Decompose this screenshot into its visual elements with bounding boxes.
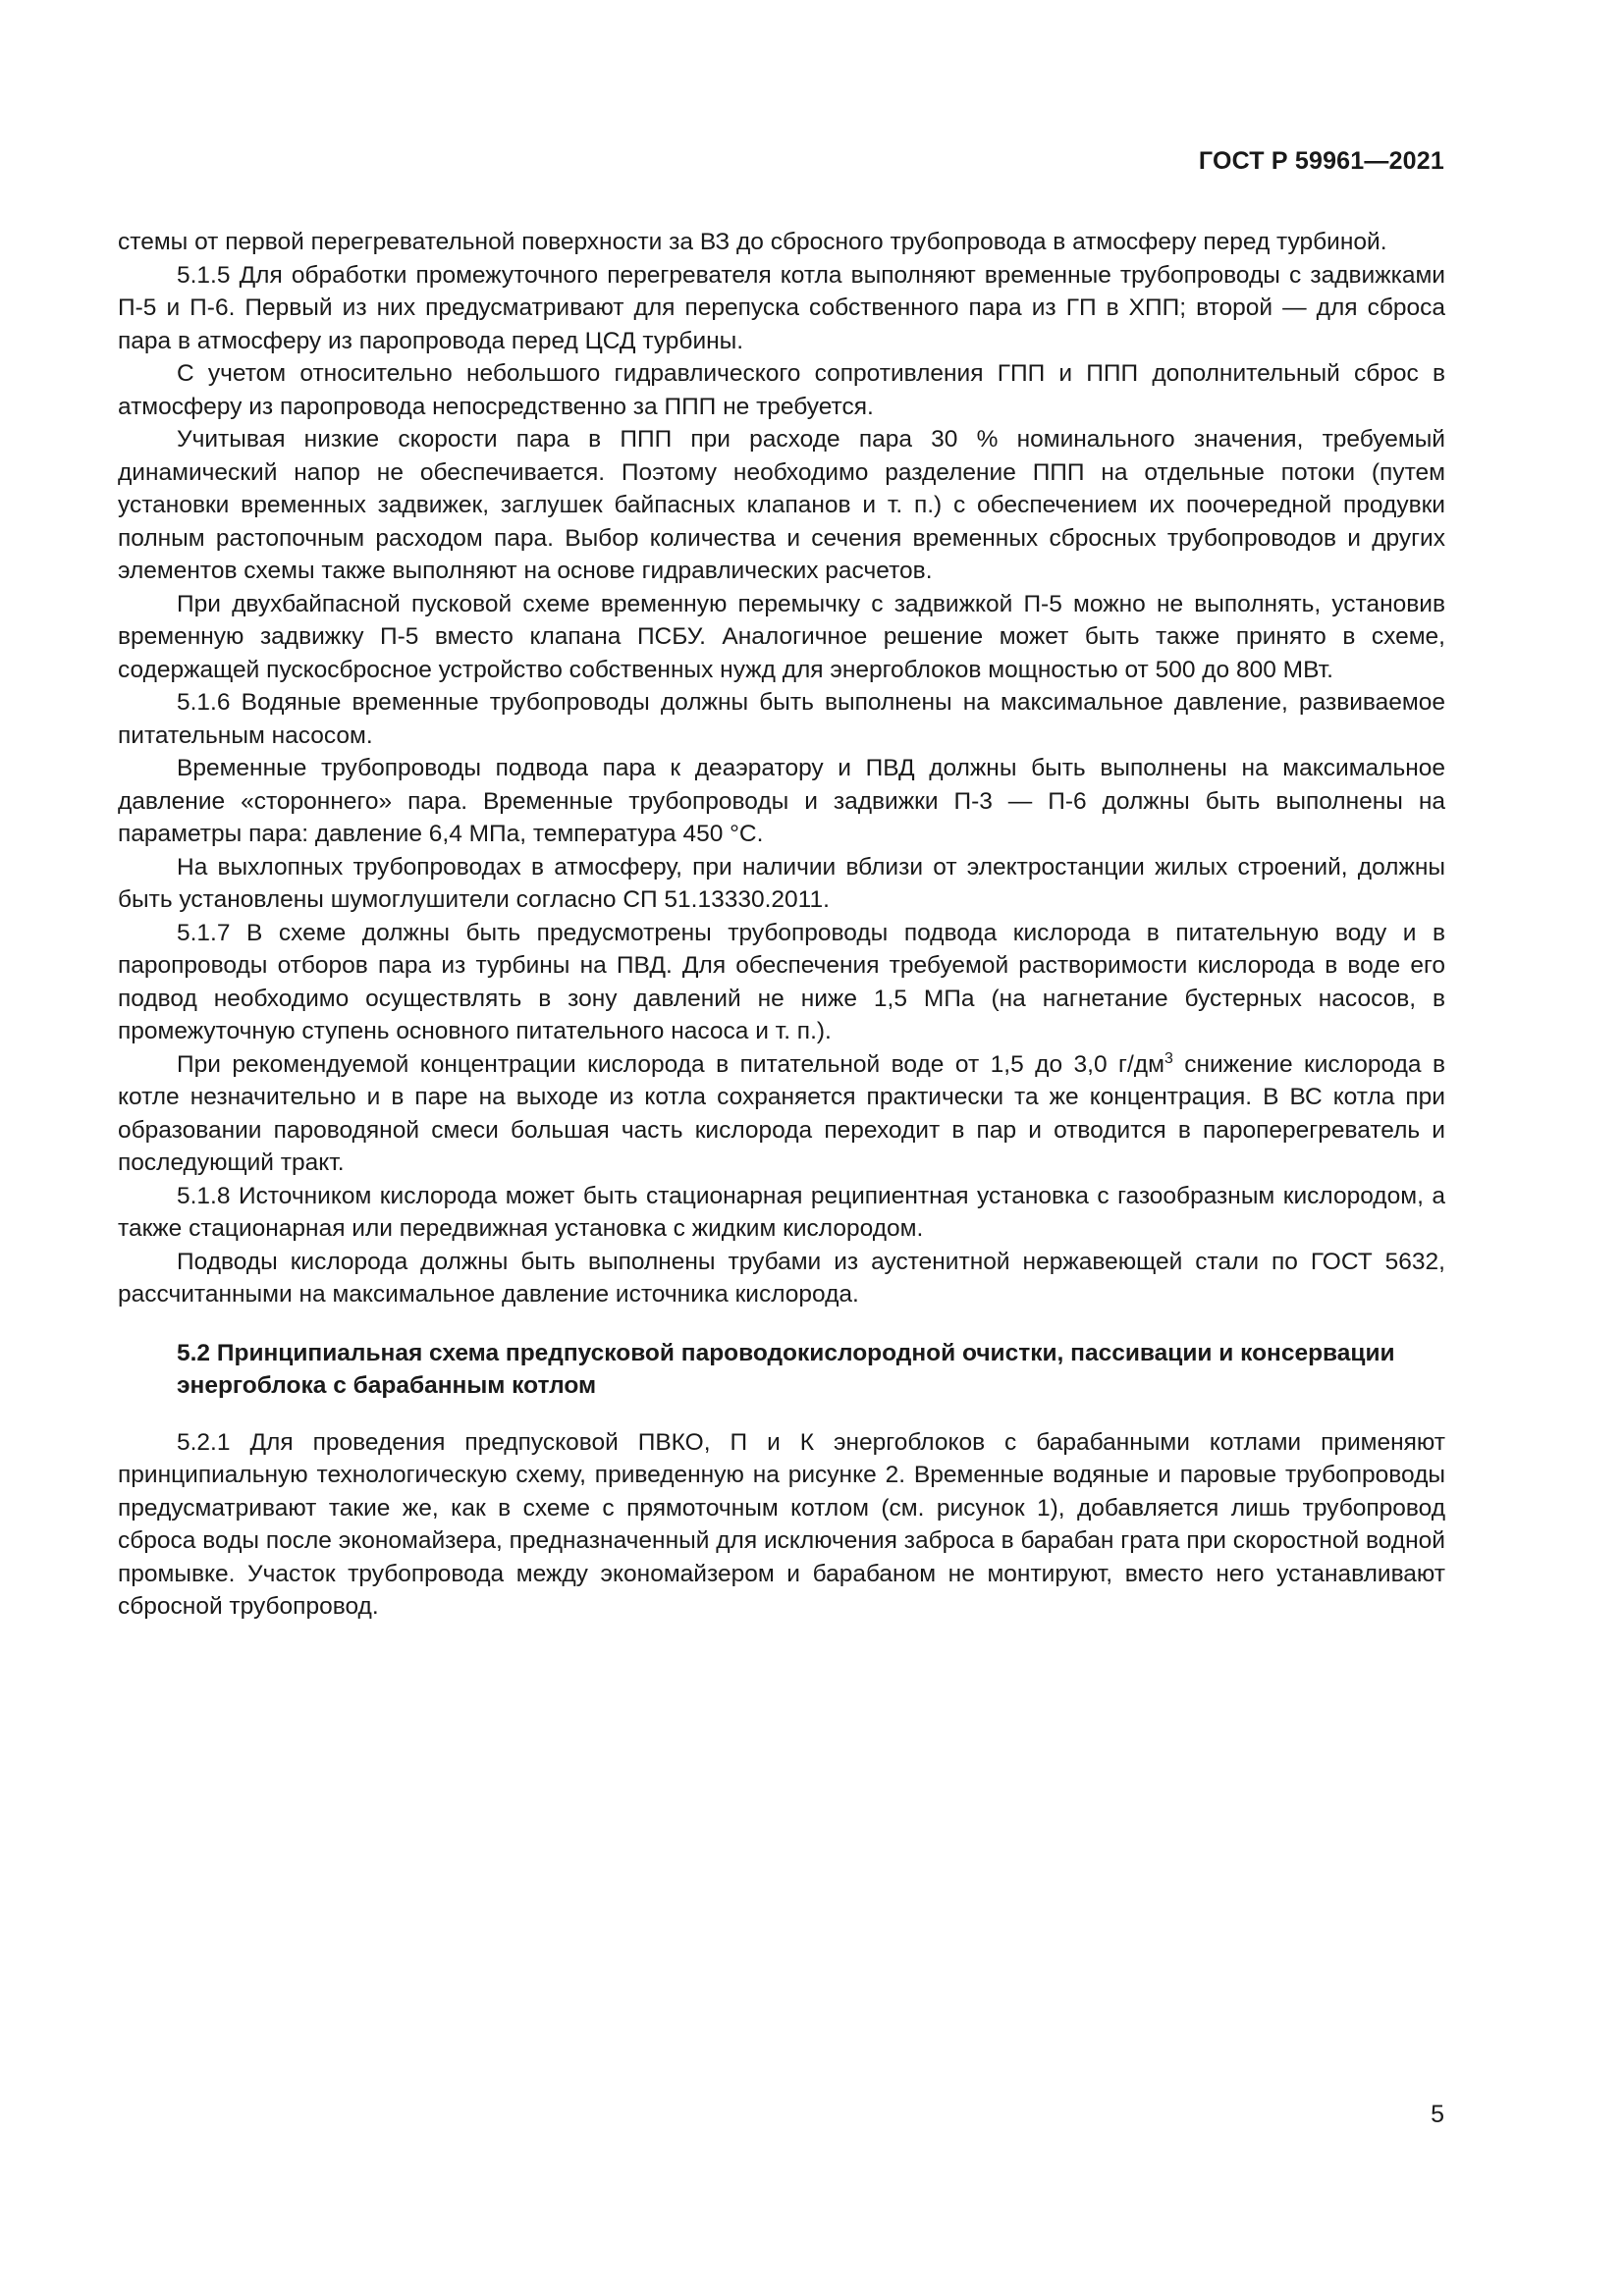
paragraph: Учитывая низкие скорости пара в ППП при расходе пара 30 % номинального значения, требуемый динамический напор не обеспечивается. Поэтому необходимо разделение ППП на отдельные потоки (путем установки временных задвижек, заглушек байпасных клапанов и т. п.) с обеспечением их поочередной продувки полным растопочным расходом пара. Выбор количества и сечения временных сбросных трубопроводов и других элементов схемы также выполняют на основе гидравлических расчетов. bbox=[118, 426, 1445, 584]
paragraph-5-1-5: 5.1.5 Для обработки промежуточного перегревателя котла выполняют временные трубопроводы с задвижками П-5 и П-6. Первый из них предусматривают для перепуска собственного пара из ГП в ХПП; второй — для сброса пара в атмосферу из паропровода перед ЦСД турбины. bbox=[118, 261, 1445, 354]
paragraph-5-1-7: 5.1.7 В схеме должны быть предусмотрены трубопроводы подвода кислорода в питательную воду и в паропроводы отборов пара из турбины на ПВД. Для обеспечения требуемой растворимости кислорода в воде его подвод необходимо осуществлять в зону давлений не ниже 1,5 МПа (на нагнетание бустерных насосов, в промежуточную ступень основного питательного насоса и т. п.). bbox=[118, 919, 1445, 1044]
paragraph-5-1-6: 5.1.6 Водяные временные трубопроводы должны быть выполнены на максимальное давление, развиваемое питательным насосом. bbox=[118, 689, 1445, 749]
section-title-5-2: 5.2 Принципиальная схема предпусковой пароводокислородной очистки, пассивации и консервации энергоблока с барабанным котлом bbox=[177, 1339, 1395, 1399]
paragraph: На выхлопных трубопроводах в атмосферу, при наличии вблизи от электростанции жилых строений, должны быть установлены шумоглушители согласно СП 51.13330.2011. bbox=[118, 853, 1445, 913]
paragraph-continuation: стемы от первой перегревательной поверхности за ВЗ до сбросного трубопровода в атмосферу перед турбиной. bbox=[118, 229, 1387, 255]
page-number: 5 bbox=[1431, 2101, 1444, 2128]
paragraph: При двухбайпасной пусковой схеме временную перемычку с задвижкой П-5 можно не выполнять, установив временную задвижку П-5 вместо клапана ПСБУ. Аналогичное решение может быть также принято в схеме, содержащей пускосбросное устройство собственных нужд для энергоблоков мощностью от 500 до 800 МВт. bbox=[118, 590, 1445, 683]
paragraph-5-2-1: 5.2.1 Для проведения предпусковой ПВКО, П и К энергоблоков с барабанными котлами применяют принципиальную технологическую схему, приведенную на рисунке 2. Временные водяные и паровые трубопроводы предусматривают такие же, как в схеме с прямоточным котлом (см. рисунок 1), добавляется лишь трубопровод сброса воды после экономайзера, предназначенный для исключения заброса в барабан грата при скоростной водной промывке. Участок трубопровода между экономайзером и барабаном не монтируют, вместо него устанавливают сбросной трубопровод. bbox=[118, 1428, 1445, 1620]
superscript-exponent: 3 bbox=[1164, 1049, 1173, 1067]
oxygen-text-after: снижение кислорода в котле незначительно и в паре на выходе из котла сохраняется практически та же концентрация. В ВС котла при образовании пароводяной смеси большая часть кислорода переходит в пар и отводится в пароперегреватель и последующий тракт. bbox=[118, 1050, 1445, 1176]
paragraph: С учетом относительно небольшого гидравлического сопротивления ГПП и ППП дополнительный сброс в атмосферу из паропровода непосредственно за ППП не требуется. bbox=[118, 360, 1445, 420]
paragraph: Временные трубопроводы подвода пара к деаэратору и ПВД должны быть выполнены на максимальное давление «стороннего» пара. Временные трубопроводы и задвижки П-3 — П-6 должны быть выполнены на параметры пара: давление 6,4 МПа, температура 450 °С. bbox=[118, 755, 1445, 847]
paragraph-5-1-8: 5.1.8 Источником кислорода может быть стационарная реципиентная установка с газообразным кислородом, а также стационарная или передвижная установка с жидким кислородом. bbox=[118, 1182, 1445, 1242]
oxygen-text-before: При рекомендуемой концентрации кислорода в питательной воде от 1,5 до 3,0 г/дм bbox=[177, 1050, 1164, 1078]
paragraph-oxygen-concentration bbox=[118, 1048, 1445, 1180]
paragraph: Подводы кислорода должны быть выполнены трубами из аустенитной нержавеющей стали по ГОСТ 5632, рассчитанными на максимальное давление источника кислорода. bbox=[118, 1248, 1445, 1308]
document-header: ГОСТ Р 59961—2021 bbox=[1198, 147, 1444, 175]
document-body bbox=[118, 226, 1445, 1624]
